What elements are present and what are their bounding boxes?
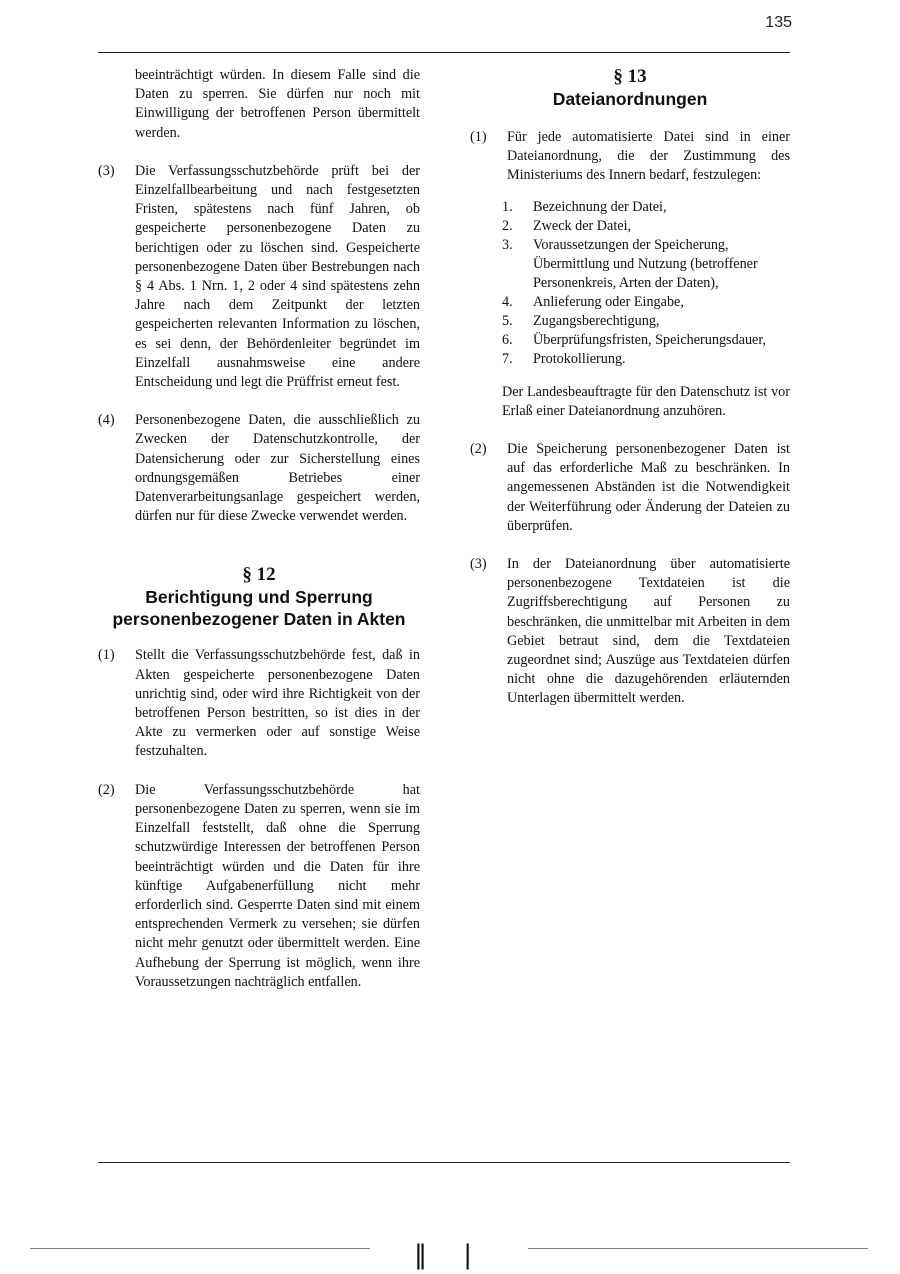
section-13-paragraph-2 (470, 440, 790, 536)
section-12-paragraph-1 (98, 646, 420, 761)
list-item: 1. Bezeichnung der Datei, (502, 198, 667, 215)
paragraph-3 (98, 162, 420, 392)
paragraph-number: (1) (470, 129, 487, 145)
paragraph-text: Die Speicherung personenbezogener Daten ist auf das erforderliche Maß zu beschränken. In angemessenen Abständen ist die Notwendigkeit der Weiterführung oder Änderung der Dateien zu überprüfen. (507, 441, 790, 534)
data-protection-note: Der Landesbeauftragte für den Datenschutz ist vor Erlaß einer Dateianordnung anzuhören. (502, 383, 790, 419)
section-title-line: personenbezogener Daten in Akten (112, 609, 406, 630)
paragraph-4 (98, 411, 420, 526)
list-item: 7. Protokollierung. (502, 350, 626, 367)
paragraph-number: (3) (98, 162, 115, 179)
paragraph-number: (1) (98, 647, 115, 664)
paragraph-text: Personenbezogene Daten, die ausschließlich zu Zwecken der Datenschutzkontrolle, der Datensicherung oder zur Sicherstellung eines ordnungsgemäßen Betriebes einer Datenverarbeitungsanlage gespeichert werden, dürfen nur für diese Zwecke verwendet werden. (135, 412, 420, 525)
section-13-heading (470, 66, 790, 110)
paragraph-number: (2) (470, 441, 487, 458)
page-number: 135 (765, 14, 792, 31)
paragraph-text: Die Verfassungsschutzbehörde prüft bei der Einzelfallbearbeitung und nach festgesetzten Fristen, spätestens nach fünf Jahren, ob gespeicherte personenbezogene Daten zu berichtigen oder zu löschen sind. Gespeicherte personenbezogene Daten über Bestrebungen nach § 4 Abs. 1 Nrn. 1, 2 oder 4 sind spätestens zehn Jahre nach dem Zeitpunkt der letzten gespeicherten relevanten Information zu löschen, es sei denn, der Behördenleiter begründet im Einzelfall ausnahmsweise eine andere Entscheidung und legt die Prüffrist erneut fest. (135, 162, 420, 391)
section-13-paragraph-1 (470, 128, 790, 186)
footer-rule (98, 1162, 790, 1163)
paragraph-text: Für jede automatisierte Datei sind in einer Dateianordnung, die der Zustimmung des Ministeriums des Innern bedarf, festzulegen: (507, 129, 790, 184)
numbered-list (502, 198, 790, 369)
section-title-line: Dateianordnungen (552, 89, 708, 109)
paragraph-number: (3) (470, 556, 487, 573)
section-title-line: Berichtigung und Sperrung (145, 587, 373, 608)
footer-edge-rule (528, 1248, 868, 1249)
paragraph-text: In der Dateianordnung über automatisierte personenbezogene Textdateien ist die Zugriffsberechtigung auf Personen zu beschränken, die unmittelbar mit Arbeiten in dem Gebiet betraut sind, dem die Textdateien zugeordnet sind; Auszüge aus Textdateien dürfen nicht ohne die dazugehörenden erläuternden Unterlagen übermittelt werden. (507, 556, 790, 707)
paragraph-continuation: beeinträchtigt würden. In diesem Falle sind die Daten zu sperren. Sie dürfen nur noch mit Einwilligung der betroffenen Person übermittelt werden. (135, 67, 420, 141)
paragraph-text: Stellt die Verfassungsschutzbehörde fest, daß in Akten gespeicherte personenbezogene Daten unrichtig sind, oder wird ihre Richtigkeit von der betroffenen Person bestritten, so ist dies in der Akte zu vermerken oder auf sonstige Weise festzuhalten. (135, 647, 420, 760)
list-item: 3. Voraussetzungen der Speicherung, Übermittlung und Nutzung (betroffener Personenkreis, Arten der Daten), (502, 236, 758, 291)
list-item: 5. Zugangsberechtigung, (502, 312, 660, 329)
paragraph-text: Die Verfassungsschutzbehörde hat personenbezogene Daten zu sperren, wenn sie im Einzelfall feststellt, daß ohne die Sperrung schutzwürdige Interessen der betroffenen Person beeinträchtigt würden und die Daten für ihre künftige Aufgabenerfüllung nicht mehr erforderlich sind. Gesperrte Daten sind mit einem entsprechenden Vermerk zu versehen; sie dürfen nicht mehr genutzt oder übermittelt werden. Eine Aufhebung der Sperrung ist möglich, wenn ihre Voraussetzungen nachträglich entfallen. (135, 781, 420, 990)
right-column (470, 66, 790, 709)
list-item: 2. Zweck der Datei, (502, 217, 632, 234)
section-symbol: § 13 (613, 66, 647, 87)
paragraph-number: (2) (98, 781, 115, 798)
footer-edge-rule (30, 1248, 370, 1249)
section-12-paragraph-2 (98, 781, 420, 992)
section-12-heading (98, 564, 420, 630)
left-column (98, 66, 420, 992)
section-13-paragraph-3 (470, 555, 790, 709)
scan-binding-marks: ‖ | (414, 1240, 487, 1270)
list-item: 6. Überprüfungsfristen, Speicherungsdauer, (502, 331, 767, 348)
paragraph-number: (4) (98, 412, 115, 429)
list-item: 4. Anlieferung oder Eingabe, (502, 293, 684, 310)
section-symbol: § 12 (242, 564, 276, 586)
header-rule (98, 52, 790, 53)
